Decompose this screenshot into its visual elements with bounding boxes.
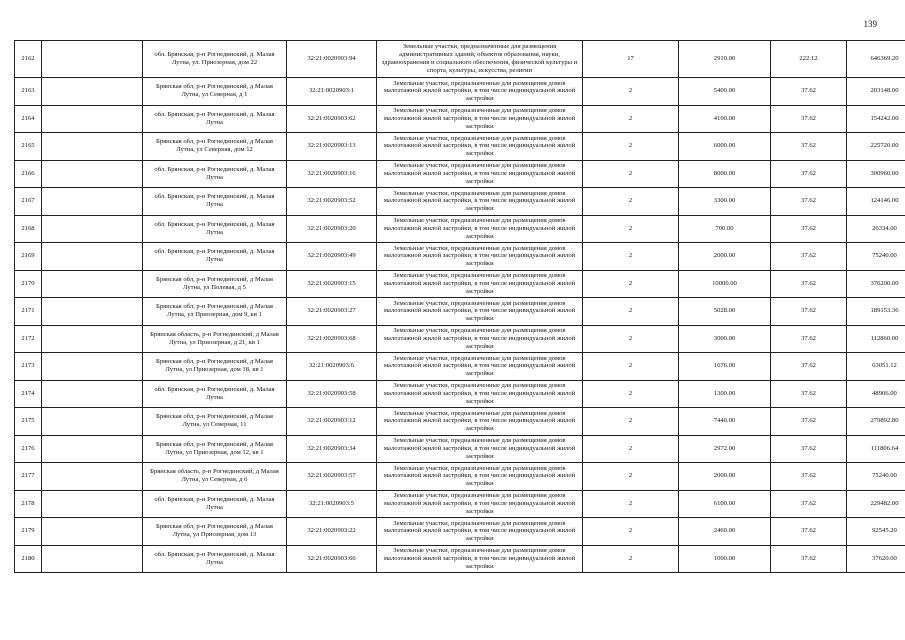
specific-value-cell: 37.62 [771, 105, 847, 133]
table-row [15, 545, 905, 573]
cadastral-value-cell: 37620.00 [847, 545, 905, 573]
area-cell: 700.00 [679, 215, 771, 243]
group-code-cell: 2 [583, 188, 679, 216]
specific-value-cell: 37.62 [771, 133, 847, 161]
empty-cell [42, 545, 143, 573]
row-number-cell: 2169 [15, 243, 42, 271]
address-cell: Брянская обл, р-н Рогнединский, д Малая Лутна, ул Северная, дом 12 [143, 133, 287, 161]
row-number-cell: 2174 [15, 380, 42, 408]
area-cell: 2910.00 [679, 41, 771, 78]
permitted-use-cell: Земельные участки, предназначенные для размещения домов малоэтажной жилой застройки, в том числе индивидуальной жилой застройки [377, 435, 583, 463]
area-cell: 5400.00 [679, 78, 771, 106]
group-code-cell: 2 [583, 435, 679, 463]
permitted-use-cell: Земельные участки, предназначенные для размещения домов малоэтажной жилой застройки, в том числе индивидуальной жилой застройки [377, 270, 583, 298]
specific-value-cell: 37.62 [771, 435, 847, 463]
specific-value-cell: 37.62 [771, 325, 847, 353]
group-code-cell: 2 [583, 490, 679, 518]
area-cell: 10000.00 [679, 270, 771, 298]
empty-cell [42, 325, 143, 353]
table-row [15, 133, 905, 161]
permitted-use-cell: Земельные участки, предназначенные для размещения домов малоэтажной жилой застройки, в том числе индивидуальной жилой застройки [377, 243, 583, 271]
area-cell: 4100.00 [679, 105, 771, 133]
address-cell: Брянская обл, р-н Рогнединский, д Малая Лутна, ул Приозерная, дом 13 [143, 518, 287, 546]
address-cell: Брянская область, р-н Рогнединский, д Малая Лутна, ул Северная, д 6 [143, 463, 287, 491]
empty-cell [42, 243, 143, 271]
row-number-cell: 2177 [15, 463, 42, 491]
cadastral-value-cell: 154242.00 [847, 105, 905, 133]
address-cell: обл. Брянская, р-н Рогнединский, д. Малая Лутна [143, 160, 287, 188]
address-cell: Брянская обл, р-н Рогнединский, д Малая Лутна, ул Северная, д 1 [143, 78, 287, 106]
area-cell: 1676.00 [679, 353, 771, 381]
row-number-cell: 2171 [15, 298, 42, 326]
table-row [15, 215, 905, 243]
permitted-use-cell: Земельные участки, предназначенные для размещения домов малоэтажной жилой застройки, в том числе индивидуальной жилой застройки [377, 298, 583, 326]
area-cell: 1300.00 [679, 380, 771, 408]
cadastral-number-cell: 32:21:0020903:58 [287, 380, 377, 408]
cadastral-number-cell: 32:21:0020903:49 [287, 243, 377, 271]
cadastral-value-cell: 63051.12 [847, 353, 905, 381]
row-number-cell: 2167 [15, 188, 42, 216]
empty-cell [42, 78, 143, 106]
empty-cell [42, 133, 143, 161]
cadastral-value-cell: 111806.64 [847, 435, 905, 463]
cadastral-value-cell: 75240.00 [847, 463, 905, 491]
cadastral-value-cell: 376200.00 [847, 270, 905, 298]
cadastral-number-cell: 32:21:0020903:12 [287, 408, 377, 436]
permitted-use-cell: Земельные участки, предназначенные для размещения домов малоэтажной жилой застройки, в том числе индивидуальной жилой застройки [377, 133, 583, 161]
row-number-cell: 2172 [15, 325, 42, 353]
table-row [15, 243, 905, 271]
area-cell: 2000.00 [679, 243, 771, 271]
specific-value-cell: 37.62 [771, 545, 847, 573]
specific-value-cell: 37.62 [771, 78, 847, 106]
group-code-cell: 2 [583, 408, 679, 436]
row-number-cell: 2178 [15, 490, 42, 518]
specific-value-cell: 37.62 [771, 243, 847, 271]
permitted-use-cell: Земельные участки, предназначенные для размещения домов малоэтажной жилой застройки, в том числе индивидуальной жилой застройки [377, 105, 583, 133]
group-code-cell: 2 [583, 545, 679, 573]
cadastral-number-cell: 32:21:0020903:16 [287, 160, 377, 188]
area-cell: 8000.00 [679, 160, 771, 188]
address-cell: обл. Брянская, р-н Рогнединский, д. Малая Лутна [143, 188, 287, 216]
permitted-use-cell: Земельные участки, предназначенные для размещения домов малоэтажной жилой застройки, в том числе индивидуальной жилой застройки [377, 78, 583, 106]
table-row [15, 325, 905, 353]
cadastral-value-cell: 26334.00 [847, 215, 905, 243]
table-row [15, 41, 905, 78]
table-body [15, 41, 905, 573]
row-number-cell: 2176 [15, 435, 42, 463]
empty-cell [42, 435, 143, 463]
cadastral-number-cell: 32:21:0020903:34 [287, 435, 377, 463]
table-row [15, 105, 905, 133]
permitted-use-cell: Земельные участки, предназначенные для размещения домов малоэтажной жилой застройки, в том числе индивидуальной жилой застройки [377, 408, 583, 436]
address-cell: Брянская обл, р-н Рогнединский, д Малая Лутна, ул Полевая, д 5 [143, 270, 287, 298]
area-cell: 7440.00 [679, 408, 771, 436]
specific-value-cell: 37.62 [771, 215, 847, 243]
table-row [15, 408, 905, 436]
address-cell: обл. Брянская, р-н Рогнединский, д. Малая Лутна, ул. Приозерная, дом 22 [143, 41, 287, 78]
permitted-use-cell: Земельные участки, предназначенные для размещения административных зданий, объектов образования, науки, здравоохранения и социального обеспечения, физической культуры и спорта, культуры, искусства, религии [377, 41, 583, 78]
specific-value-cell: 37.62 [771, 353, 847, 381]
table-row [15, 380, 905, 408]
row-number-cell: 2166 [15, 160, 42, 188]
address-cell: обл. Брянская, р-н Рогнединский, д. Малая Лутна [143, 545, 287, 573]
permitted-use-cell: Земельные участки, предназначенные для размещения домов малоэтажной жилой застройки, в том числе индивидуальной жилой застройки [377, 215, 583, 243]
address-cell: обл. Брянская, р-н Рогнединский, д. Малая Лутна [143, 490, 287, 518]
empty-cell [42, 463, 143, 491]
area-cell: 3300.00 [679, 188, 771, 216]
permitted-use-cell: Земельные участки, предназначенные для размещения домов малоэтажной жилой застройки, в том числе индивидуальной жилой застройки [377, 325, 583, 353]
group-code-cell: 2 [583, 325, 679, 353]
group-code-cell: 2 [583, 463, 679, 491]
cadastral-number-cell: 32:21:0020903:6 [287, 353, 377, 381]
cadastral-number-cell: 32:21:0020903:5 [287, 490, 377, 518]
permitted-use-cell: Земельные участки, предназначенные для размещения домов малоэтажной жилой застройки, в том числе индивидуальной жилой застройки [377, 353, 583, 381]
specific-value-cell: 37.62 [771, 298, 847, 326]
address-cell: Брянская обл, р-н Рогнединский, д Малая Лутна, ул Приозерная, дом 9, кв 1 [143, 298, 287, 326]
cadastral-number-cell: 32:21:0020903:22 [287, 518, 377, 546]
area-cell: 2000.00 [679, 463, 771, 491]
table-row [15, 270, 905, 298]
area-cell: 3000.00 [679, 325, 771, 353]
specific-value-cell: 37.62 [771, 160, 847, 188]
cadastral-value-cell: 279892.80 [847, 408, 905, 436]
cadastral-value-cell: 112860.00 [847, 325, 905, 353]
table-row [15, 188, 905, 216]
specific-value-cell: 37.62 [771, 380, 847, 408]
address-cell: Брянская обл, р-н Рогнединский, д Малая Лутна, ул Северная, 11 [143, 408, 287, 436]
area-cell: 6100.00 [679, 490, 771, 518]
group-code-cell: 2 [583, 105, 679, 133]
group-code-cell: 2 [583, 78, 679, 106]
cadastral-value-cell: 92545.20 [847, 518, 905, 546]
cadastral-number-cell: 32:21:0020903:20 [287, 215, 377, 243]
specific-value-cell: 37.62 [771, 518, 847, 546]
cadastral-value-cell: 203148.00 [847, 78, 905, 106]
cadastral-value-cell: 225720.00 [847, 133, 905, 161]
table-row [15, 78, 905, 106]
table-row [15, 490, 905, 518]
row-number-cell: 2179 [15, 518, 42, 546]
table-row [15, 518, 905, 546]
area-cell: 5028.00 [679, 298, 771, 326]
cadastral-value-cell: 75240.00 [847, 243, 905, 271]
address-cell: Брянская обл, р-н Рогнединский, д Малая Лутна, ул Приозерная, дом 12, кв 1 [143, 435, 287, 463]
specific-value-cell: 37.62 [771, 188, 847, 216]
group-code-cell: 2 [583, 298, 679, 326]
permitted-use-cell: Земельные участки, предназначенные для размещения домов малоэтажной жилой застройки, в том числе индивидуальной жилой застройки [377, 380, 583, 408]
empty-cell [42, 518, 143, 546]
permitted-use-cell: Земельные участки, предназначенные для размещения домов малоэтажной жилой застройки, в том числе индивидуальной жилой застройки [377, 188, 583, 216]
cadastral-number-cell: 32:21:0020903:13 [287, 133, 377, 161]
cadastral-number-cell: 32:21:0020903:1 [287, 78, 377, 106]
table-row [15, 298, 905, 326]
empty-cell [42, 298, 143, 326]
address-cell: обл. Брянская, р-н Рогнединский, д. Малая Лутна [143, 105, 287, 133]
row-number-cell: 2163 [15, 78, 42, 106]
area-cell: 6000.00 [679, 133, 771, 161]
row-number-cell: 2162 [15, 41, 42, 78]
group-code-cell: 2 [583, 380, 679, 408]
cadastral-value-cell: 229482.00 [847, 490, 905, 518]
permitted-use-cell: Земельные участки, предназначенные для размещения домов малоэтажной жилой застройки, в том числе индивидуальной жилой застройки [377, 490, 583, 518]
cadastral-value-cell: 189153.36 [847, 298, 905, 326]
address-cell: Брянская обл, р-н Рогнединский, д Малая Лутна, ул Приозерная, дом 18, кв 1 [143, 353, 287, 381]
empty-cell [42, 105, 143, 133]
address-cell: обл. Брянская, р-н Рогнединский, д. Малая Лутна [143, 215, 287, 243]
empty-cell [42, 160, 143, 188]
land-plots-table [14, 40, 905, 573]
area-cell: 1000.00 [679, 545, 771, 573]
row-number-cell: 2164 [15, 105, 42, 133]
cadastral-number-cell: 32:21:0020903:62 [287, 105, 377, 133]
area-cell: 2460.00 [679, 518, 771, 546]
group-code-cell: 2 [583, 518, 679, 546]
group-code-cell: 17 [583, 41, 679, 78]
empty-cell [42, 408, 143, 436]
table-row [15, 353, 905, 381]
row-number-cell: 2165 [15, 133, 42, 161]
cadastral-value-cell: 48906.00 [847, 380, 905, 408]
empty-cell [42, 188, 143, 216]
specific-value-cell: 222.12 [771, 41, 847, 78]
group-code-cell: 2 [583, 160, 679, 188]
cadastral-number-cell: 32:21:0020903:66 [287, 545, 377, 573]
address-cell: обл. Брянская, р-н Рогнединский, д. Малая Лутна [143, 243, 287, 271]
row-number-cell: 2173 [15, 353, 42, 381]
cadastral-value-cell: 300960.00 [847, 160, 905, 188]
cadastral-number-cell: 32:21:0020903:57 [287, 463, 377, 491]
table-row [15, 463, 905, 491]
empty-cell [42, 215, 143, 243]
cadastral-number-cell: 32:21:0020903:15 [287, 270, 377, 298]
group-code-cell: 2 [583, 215, 679, 243]
cadastral-number-cell: 32:21:0020903:27 [287, 298, 377, 326]
permitted-use-cell: Земельные участки, предназначенные для размещения домов малоэтажной жилой застройки, в том числе индивидуальной жилой застройки [377, 463, 583, 491]
empty-cell [42, 490, 143, 518]
row-number-cell: 2168 [15, 215, 42, 243]
permitted-use-cell: Земельные участки, предназначенные для размещения домов малоэтажной жилой застройки, в том числе индивидуальной жилой застройки [377, 160, 583, 188]
specific-value-cell: 37.62 [771, 270, 847, 298]
group-code-cell: 2 [583, 243, 679, 271]
group-code-cell: 2 [583, 133, 679, 161]
address-cell: Брянская область, р-н Рогнединский, д Малая Лутна, ул Приозерная, д 21, кв 1 [143, 325, 287, 353]
specific-value-cell: 37.62 [771, 490, 847, 518]
cadastral-number-cell: 32:21:0020903:68 [287, 325, 377, 353]
group-code-cell: 2 [583, 353, 679, 381]
cadastral-number-cell: 32:21:0020903:52 [287, 188, 377, 216]
cadastral-value-cell: 646369.20 [847, 41, 905, 78]
empty-cell [42, 353, 143, 381]
permitted-use-cell: Земельные участки, предназначенные для размещения домов малоэтажной жилой застройки, в том числе индивидуальной жилой застройки [377, 518, 583, 546]
page-number: 139 [863, 19, 877, 29]
row-number-cell: 2170 [15, 270, 42, 298]
specific-value-cell: 37.62 [771, 408, 847, 436]
permitted-use-cell: Земельные участки, предназначенные для размещения домов малоэтажной жилой застройки, в том числе индивидуальной жилой застройки [377, 545, 583, 573]
empty-cell [42, 380, 143, 408]
empty-cell [42, 270, 143, 298]
row-number-cell: 2175 [15, 408, 42, 436]
cadastral-number-cell: 32:21:0020903:94 [287, 41, 377, 78]
group-code-cell: 2 [583, 270, 679, 298]
empty-cell [42, 41, 143, 78]
area-cell: 2972.00 [679, 435, 771, 463]
specific-value-cell: 37.62 [771, 463, 847, 491]
address-cell: обл. Брянская, р-н Рогнединский, д. Малая Лутна [143, 380, 287, 408]
row-number-cell: 2180 [15, 545, 42, 573]
table-row [15, 160, 905, 188]
table-row [15, 435, 905, 463]
cadastral-value-cell: 124146.00 [847, 188, 905, 216]
